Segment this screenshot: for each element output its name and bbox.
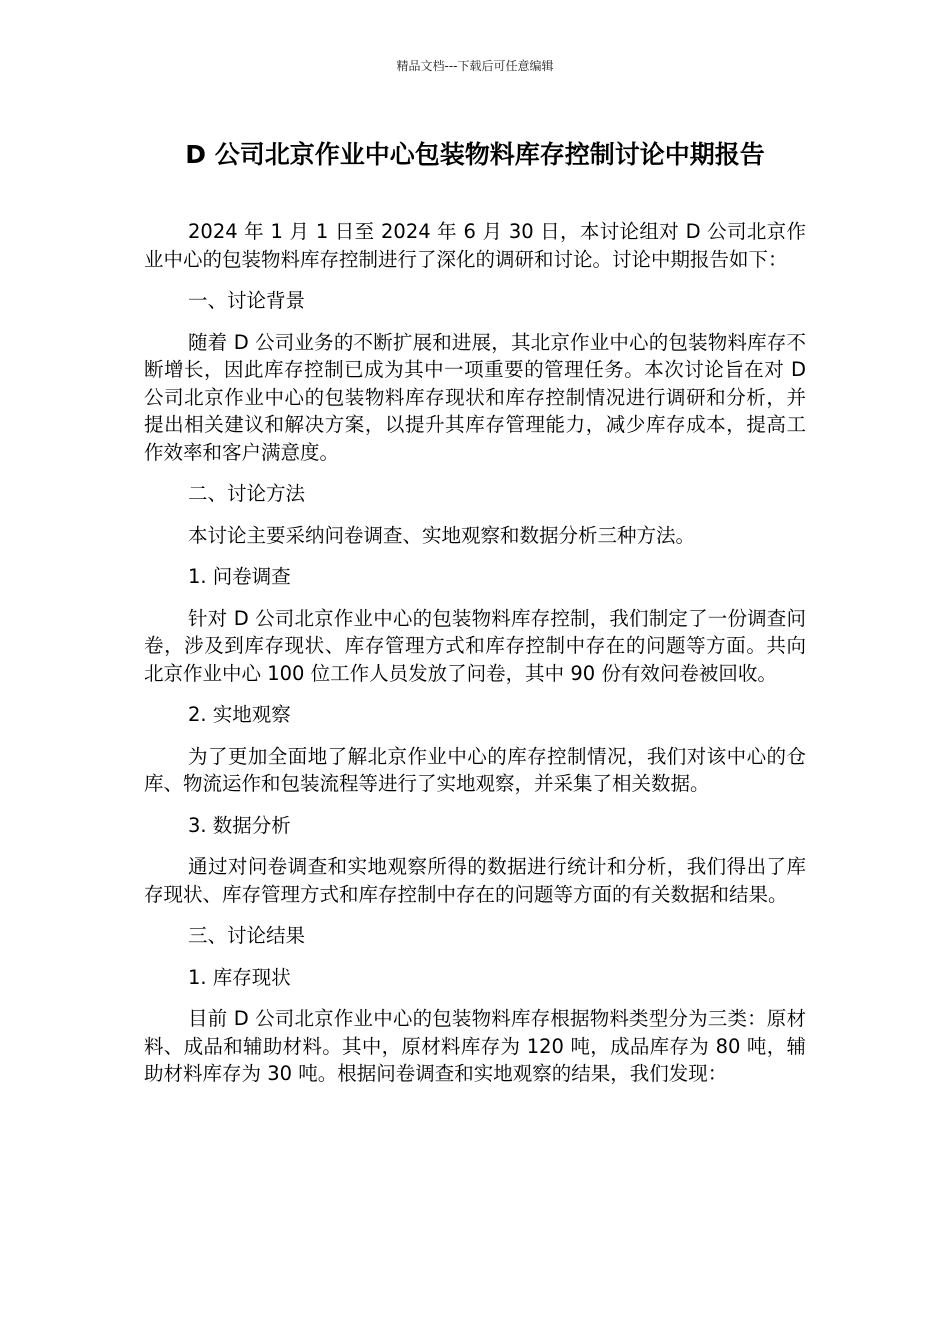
questionnaire-paragraph: 针对 D 公司北京作业中心的包装物料库存控制，我们制定了一份调查问卷，涉及到库存现状、库存管理方式和库存控制中存在的问题等方面。共向北京作业中心 100 位工作人员发放了问卷，其中 90 份有效问卷被回收。 [144,606,806,685]
subheading-data-analysis: 3. 数据分析 [188,813,291,837]
background-paragraph: 随着 D 公司业务的不断扩展和进展，其北京作业中心的包装物料库存不断增长，因此库存控制已成为其中一项重要的管理任务。本次讨论旨在对 D 公司北京作业中心的包装物料库存现状和库存控制情况进行调研和分析，并提出相关建议和解决方案，以提升其库存管理能力，减少库存成本，提高工作效率和客户满意度。 [144,330,806,464]
subheading-questionnaire: 1. 问卷调查 [188,565,291,588]
inventory-status-paragraph: 目前 D 公司北京作业中心的包装物料库存根据物料类型分为三类：原材料、成品和辅助材料。其中，原材料库存为 120 吨，成品库存为 80 吨，辅助材料库存为 30 吨。根据问卷调查和实地观察的结果，我们发现： [144,1007,806,1085]
section-heading-results: 三、讨论结果 [188,924,306,947]
header-watermark: 精品文档---下载后可任意编辑 [396,59,554,73]
document-title: D 公司北京作业中心包装物料库存控制讨论中期报告 [185,140,765,169]
subheading-inventory-status: 1. 库存现状 [188,965,291,989]
document-body [144,218,806,1102]
data-analysis-paragraph: 通过对问卷调查和实地观察所得的数据进行统计和分析，我们得出了库存现状、库存管理方式和库存控制中存在的问题等方面的有关数据和结果。 [144,855,806,906]
field-observation-paragraph: 为了更加全面地了解北京作业中心的库存控制情况，我们对该中心的仓库、物流运作和包装流程等进行了实地观察，并采集了相关数据。 [144,744,806,795]
section-heading-background: 一、讨论背景 [188,289,306,312]
intro-paragraph: 2024 年 1 月 1 日至 2024 年 6 月 30 日，本讨论组对 D 公司北京作业中心的包装物料库存控制进行了深化的调研和讨论。讨论中期报告如下： [144,220,806,271]
section-heading-method: 二、讨论方法 [188,482,306,505]
subheading-field-observation: 2. 实地观察 [188,703,291,726]
method-paragraph: 本讨论主要采纳问卷调查、实地观察和数据分析三种方法。 [188,523,696,547]
